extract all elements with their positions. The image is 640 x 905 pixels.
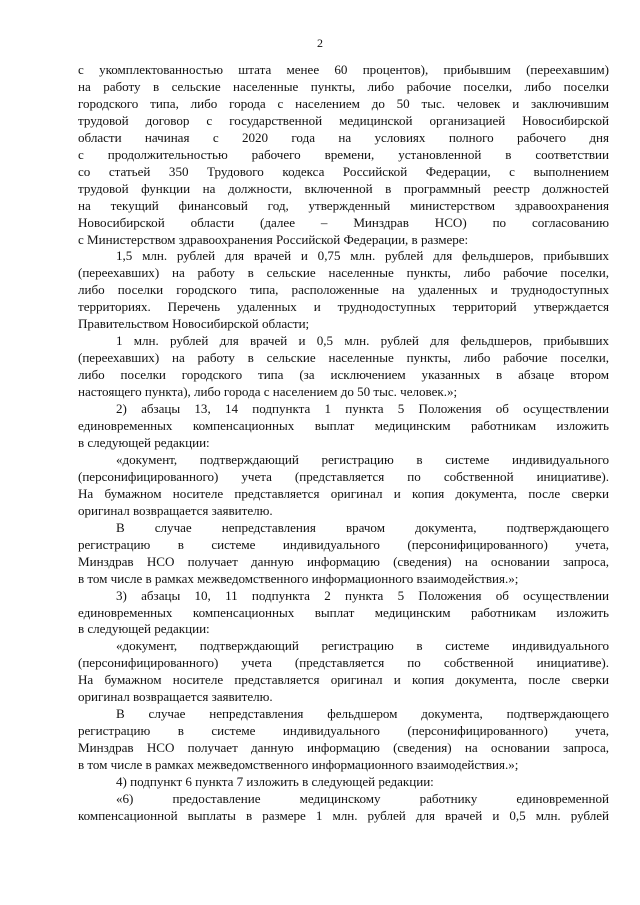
text-line: регистрацию в системе индивидуального (персонифицированного) учета, bbox=[78, 723, 609, 739]
text-line: «6) предоставление медицинскому работнику единовременной bbox=[116, 790, 609, 806]
text-line: оригинал возвращается заявителю. bbox=[78, 502, 273, 518]
text-line: с продолжительностью рабочего времени, установленной в соответствии bbox=[78, 146, 609, 162]
text-line: со статьей 350 Трудового кодекса Российской Федерации, с выполнением bbox=[78, 163, 609, 179]
text-line: Минздрав НСО получает данную информацию (сведения) на основании запроса, bbox=[78, 740, 609, 756]
text-line: (переехавших) на работу в сельские населенные пункты, либо рабочие поселки, bbox=[78, 350, 609, 366]
text-line: в следующей редакции: bbox=[78, 621, 210, 637]
text-line: «документ, подтверждающий регистрацию в системе индивидуального bbox=[116, 451, 609, 467]
text-line: На бумажном носителе представляется оригинал и копия документа, после сверки bbox=[78, 672, 609, 688]
text-line: либо поселки городского типа, расположенные на удаленных и труднодоступных bbox=[78, 282, 609, 298]
text-line: 3) абзацы 10, 11 подпункта 2 пункта 5 Положения об осуществлении bbox=[116, 587, 609, 603]
document-body bbox=[78, 62, 609, 825]
text-line: с Министерством здравоохранения Российской Федерации, в размере: bbox=[78, 231, 469, 247]
text-line: (персонифицированного) учета (представляется по собственной инициативе). bbox=[78, 468, 609, 484]
text-line: на текущий финансовый год, утвержденный министерством здравоохранения bbox=[78, 197, 609, 213]
text-line: в следующей редакции: bbox=[78, 434, 210, 450]
text-line: В случае непредставления фельдшером документа, подтверждающего bbox=[116, 706, 609, 722]
text-line: в том числе в рамках межведомственного информационного взаимодействия.»; bbox=[78, 757, 519, 773]
text-line: В случае непредставления врачом документа, подтверждающего bbox=[116, 519, 609, 535]
text-line: 1 млн. рублей для врачей и 0,5 млн. рублей для фельдшеров, прибывших bbox=[116, 333, 609, 349]
text-line: На бумажном носителе представляется оригинал и копия документа, после сверки bbox=[78, 485, 609, 501]
text-line: 2) абзацы 13, 14 подпункта 1 пункта 5 Положения об осуществлении bbox=[116, 401, 609, 417]
text-line: регистрацию в системе индивидуального (персонифицированного) учета, bbox=[78, 536, 609, 552]
text-line: территориях. Перечень удаленных и труднодоступных территорий утверждается bbox=[78, 299, 609, 315]
text-line: Правительством Новосибирской области; bbox=[78, 316, 310, 332]
text-line: компенсационной выплаты в размере 1 млн. рублей для врачей и 0,5 млн. рублей bbox=[78, 807, 609, 823]
text-line: трудовой договор с государственной медицинской организацией Новосибирской bbox=[78, 112, 609, 128]
text-line: настоящего пункта), либо города с населением до 50 тыс. человек.»; bbox=[78, 384, 458, 400]
text-line: в том числе в рамках межведомственного информационного взаимодействия.»; bbox=[78, 570, 519, 586]
text-line: (переехавших) на работу в сельские населенные пункты, либо рабочие поселки, bbox=[78, 265, 609, 281]
text-line: единовременных компенсационных выплат медицинским работникам изложить bbox=[78, 418, 609, 434]
text-line: либо поселки городского типа (за исключением указанных в абзаце втором bbox=[78, 367, 609, 383]
text-line: области начиная с 2020 года на условиях полного рабочего дня bbox=[78, 129, 609, 145]
text-line: городского типа, либо города с населением до 50 тыс. человек и заключившим bbox=[78, 95, 609, 111]
text-line: 4) подпункт 6 пункта 7 изложить в следующей редакции: bbox=[116, 774, 434, 790]
page-number: 2 bbox=[317, 36, 323, 50]
text-line: 1,5 млн. рублей для врачей и 0,75 млн. рублей для фельдшеров, прибывших bbox=[116, 248, 609, 264]
text-line: оригинал возвращается заявителю. bbox=[78, 689, 273, 705]
text-line: Новосибирской области (далее – Минздрав НСО) по согласованию bbox=[78, 214, 609, 230]
text-line: (персонифицированного) учета (представляется по собственной инициативе). bbox=[78, 655, 609, 671]
text-line: Минздрав НСО получает данную информацию (сведения) на основании запроса, bbox=[78, 553, 609, 569]
text-line: «документ, подтверждающий регистрацию в системе индивидуального bbox=[116, 638, 609, 654]
text-line: с укомплектованностью штата менее 60 процентов), прибывшим (переехавшим) bbox=[78, 62, 609, 77]
text-line: единовременных компенсационных выплат медицинским работникам изложить bbox=[78, 604, 609, 620]
text-line: трудовой функции на должности, включенной в программный реестр должностей bbox=[78, 180, 609, 196]
text-line: на работу в сельские населенные пункты, либо рабочие поселки, либо поселки bbox=[78, 78, 609, 94]
